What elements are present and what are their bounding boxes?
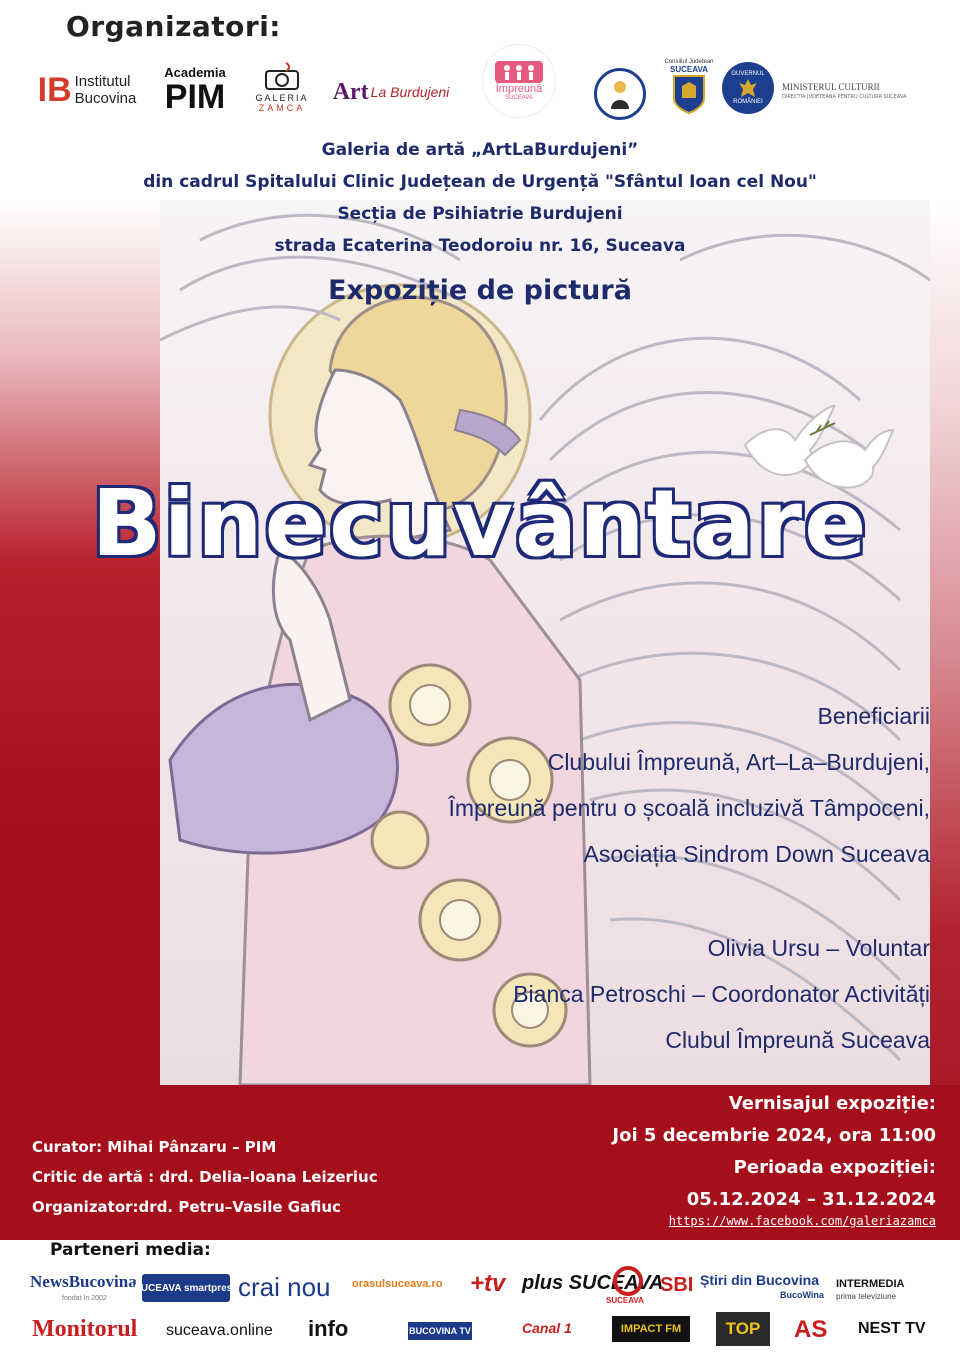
camera-icon <box>262 61 302 93</box>
media-logo-plus-suceava: plus SUCEAVA <box>522 1272 664 1294</box>
logo-line: Consiliul Judetean <box>664 58 714 65</box>
media-logo-info: info <box>308 1316 349 1341</box>
media-logo-newsbucovina: NewsBucovina <box>30 1272 137 1291</box>
logo-line: PIM <box>164 78 226 116</box>
people-line: Bianca Petroschi – Coordonator Activități <box>513 981 930 1007</box>
beneficiaries-line: Beneficiarii <box>817 703 930 729</box>
media-logo-orasulsuceava: orasulsuceava.ro <box>352 1278 443 1290</box>
logo-line: SUCEAVA <box>505 95 533 101</box>
logo-line: Împreună <box>495 83 543 95</box>
logo-art-la-burdujeni <box>330 70 452 114</box>
media-logo-intermedia: INTERMEDIA <box>836 1278 905 1290</box>
media-logo-stiri-bucovina: Știri din Bucovina <box>700 1272 820 1288</box>
people-block <box>513 930 930 1058</box>
media-logo-tv: +tv <box>470 1270 506 1297</box>
logo-line: La Burdujeni <box>370 84 450 100</box>
beneficiaries-line: Clubului Împreună, Art–La–Burdujeni, <box>547 749 930 775</box>
eagle-icon <box>737 77 759 99</box>
beneficiaries-block <box>448 698 930 872</box>
media-logo-as: AS <box>794 1316 828 1343</box>
logo-line: Institutul <box>74 73 131 90</box>
logo-line: Bucovina <box>74 90 137 107</box>
venue-line-3: Secția de Psihiatrie Burdujeni <box>337 204 623 224</box>
saint-icon <box>607 79 633 109</box>
seal-logo <box>594 68 646 120</box>
logo-line: MINISTERUL CULTURII <box>782 82 880 92</box>
vernissage-label: Vernisajul expoziție: <box>728 1093 936 1114</box>
beneficiaries-line: Asociația Sindrom Down Suceava <box>583 841 930 867</box>
venue-line-2: din cadrul Spitalului Clinic Județean de Urgență "Sfântul Ioan cel Nou" <box>143 172 817 192</box>
right-red-gradient <box>930 200 960 1240</box>
media-logo-impact-fm: IMPACT FM <box>612 1316 690 1342</box>
vernissage-date: Joi 5 decembrie 2024, ora 11:00 <box>612 1125 936 1146</box>
media-logo-bucowina: BucoWina <box>780 1290 824 1300</box>
period-dates: 05.12.2024 – 31.12.2024 <box>686 1189 936 1210</box>
organizers-title: Organizatori: <box>66 10 281 43</box>
logo-academia-pim <box>160 62 230 117</box>
logo-line: SUCEAVA <box>670 64 708 74</box>
media-logo-nest-tv: NEST TV <box>858 1320 926 1337</box>
logo-line: Art <box>332 78 369 105</box>
logo-impreuna <box>482 44 556 118</box>
logo-line: DIRECTIA JUDETEANA PENTRU CULTURA SUCEAVA <box>782 94 907 100</box>
exhibition-type: Expoziție de pictură <box>328 275 632 306</box>
exhibition-title: Binecuvântare <box>91 470 869 577</box>
logo-consiliul-judetean <box>664 54 714 118</box>
schedule-block <box>612 1088 936 1216</box>
media-logo-crai-nou: crai nou <box>238 1272 331 1302</box>
media-logo-monitorul: Monitorul <box>32 1316 138 1342</box>
logo-line: GALERIA <box>255 93 309 103</box>
beneficiaries-line: Împreună pentru o școală incluzivă Tâmpoceni, <box>448 795 930 821</box>
ib-mark: IB <box>37 70 72 109</box>
media-logo-radio-top: TOP <box>716 1312 770 1346</box>
logo-galeria-zamca <box>252 52 312 122</box>
coat-of-arms-icon <box>672 74 706 114</box>
logo-line: Academia <box>164 65 226 80</box>
credits-block <box>32 1132 378 1222</box>
logo-guvernul-romaniei <box>722 62 774 114</box>
venue-line-4: strada Ecaterina Teodoroiu nr. 16, Suceava <box>274 236 686 256</box>
people-icon <box>495 61 543 83</box>
curator-text: Curator: Mihai Pânzaru – PIM <box>32 1138 277 1156</box>
media-logo-suceava-online: suceava.online <box>166 1322 273 1339</box>
left-red-gradient <box>0 200 170 1240</box>
intermedia-sub: prima televiziune <box>836 1292 897 1301</box>
venue-line-1: Galeria de artă „ArtLaBurdujeni” <box>321 140 639 160</box>
media-logo-suceava-smartpress: SUCEAVA smartpress <box>142 1274 230 1302</box>
facebook-link[interactable]: https://www.facebook.com/galeriazamca <box>668 1214 936 1228</box>
logo-ministerul-culturii <box>782 82 942 102</box>
people-line: Olivia Ursu – Voluntar <box>707 935 930 961</box>
channel-3-icon <box>608 1266 648 1296</box>
media-logo-suceava-3: SUCEAVA <box>606 1296 644 1305</box>
media-logo-canal-1: Canal 1 <box>522 1320 572 1336</box>
newsbucovina-sub: fondat în 2002 <box>62 1295 107 1302</box>
media-title: Parteneri media: <box>50 1240 211 1260</box>
media-logo-bucovina-tv: BUCOVINA TV <box>408 1322 472 1340</box>
people-line: Clubul Împreună Suceava <box>665 1027 930 1053</box>
organizer-text: Organizator:drd. Petru–Vasile Gafiuc <box>32 1198 341 1216</box>
logo-line: ZAMCA <box>258 103 306 113</box>
logo-line: ROMÂNIEI <box>733 99 763 105</box>
media-logo-sbi: SBI <box>660 1274 694 1296</box>
period-label: Perioada expoziției: <box>733 1157 936 1178</box>
logo-line: GUVERNUL <box>731 71 765 77</box>
logo-institutul-bucovina <box>36 66 138 114</box>
critic-text: Critic de artă : drd. Delia–Ioana Leizeriuc <box>32 1168 378 1186</box>
